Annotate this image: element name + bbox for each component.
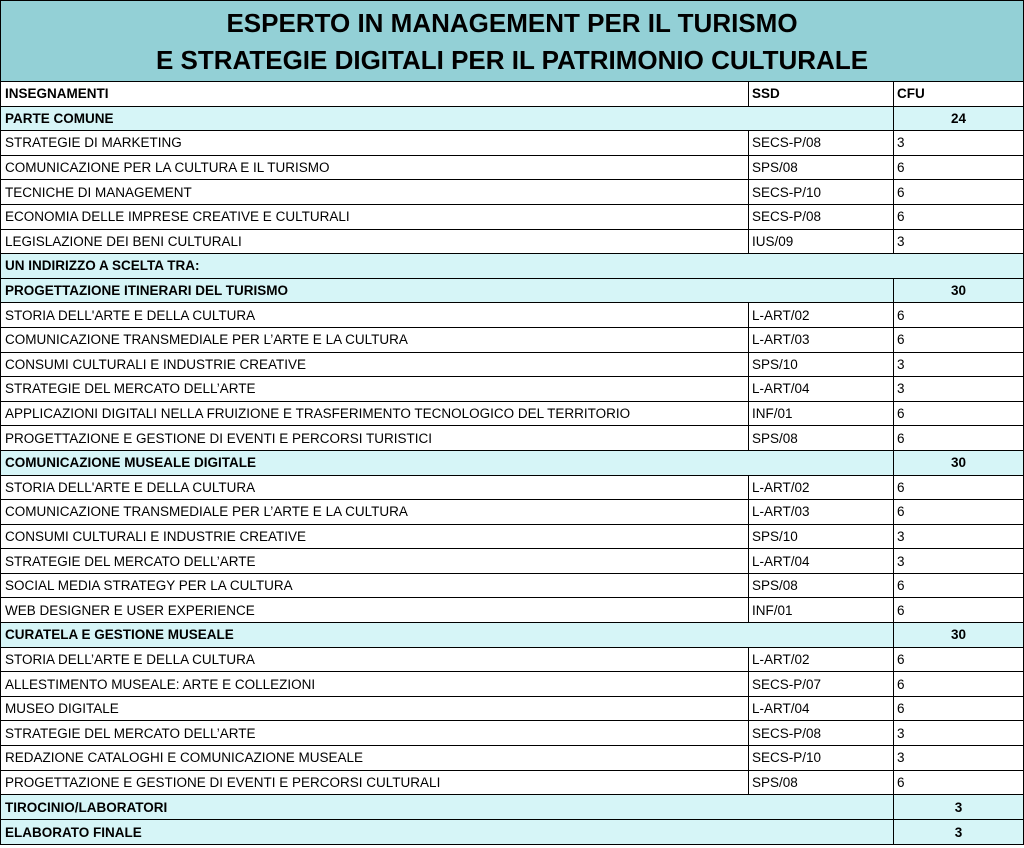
table-body [1, 107, 1023, 845]
course-name: ECONOMIA DELLE IMPRESE CREATIVE E CULTURALI [1, 205, 749, 229]
course-name: STRATEGIE DI MARKETING [1, 131, 749, 155]
course-name: ALLESTIMENTO MUSEALE: ARTE E COLLEZIONI [1, 672, 749, 696]
course-cfu: 6 [897, 430, 905, 446]
section-label: ELABORATO FINALE [1, 820, 894, 845]
section-cfu: 30 [950, 627, 967, 643]
table-row [1, 180, 1023, 205]
section-cfu: 3 [954, 824, 963, 840]
table-row [1, 205, 1023, 230]
course-cfu: 6 [897, 406, 905, 422]
course-cfu: 3 [897, 750, 905, 766]
course-name: STRATEGIE DEL MERCATO DELL’ARTE [1, 549, 749, 573]
course-ssd: SECS-P/07 [749, 672, 894, 696]
course-name: COMUNICAZIONE TRANSMEDIALE PER L’ARTE E LA CULTURA [1, 328, 749, 352]
header-cfu: CFU [897, 86, 925, 102]
course-cfu: 3 [897, 528, 905, 544]
course-ssd: L-ART/04 [749, 377, 894, 401]
course-name: COMUNICAZIONE PER LA CULTURA E IL TURISMO [1, 156, 749, 180]
course-name: STRATEGIE DEL MERCATO DELL’ARTE [1, 721, 749, 745]
table-row [1, 721, 1023, 746]
course-cfu: 6 [897, 701, 905, 717]
course-name: PROGETTAZIONE E GESTIONE DI EVENTI E PERCORSI CULTURALI [1, 771, 749, 795]
table-row [1, 500, 1023, 525]
section-cfu: 3 [954, 799, 963, 815]
course-ssd: INF/01 [749, 402, 894, 426]
course-ssd: L-ART/03 [749, 328, 894, 352]
course-name: CONSUMI CULTURALI E INDUSTRIE CREATIVE [1, 353, 749, 377]
section-row [1, 279, 1023, 304]
course-name: TECNICHE DI MANAGEMENT [1, 180, 749, 204]
course-name: LEGISLAZIONE DEI BENI CULTURALI [1, 230, 749, 254]
course-name: PROGETTAZIONE E GESTIONE DI EVENTI E PERCORSI TURISTICI [1, 426, 749, 450]
course-cfu: 6 [897, 774, 905, 790]
course-ssd: L-ART/03 [749, 500, 894, 524]
table-row [1, 672, 1023, 697]
section-label: PARTE COMUNE [1, 107, 894, 131]
table-row [1, 574, 1023, 599]
section-label: CURATELA E GESTIONE MUSEALE [1, 623, 894, 647]
section-cfu: 30 [950, 283, 967, 299]
header-row [1, 82, 1023, 107]
table-row [1, 525, 1023, 550]
course-cfu: 6 [897, 651, 905, 667]
course-ssd: L-ART/02 [749, 648, 894, 672]
course-ssd: SECS-P/08 [749, 721, 894, 745]
course-cfu: 6 [897, 676, 905, 692]
course-cfu: 6 [897, 307, 905, 323]
table-row [1, 377, 1023, 402]
section-row [1, 795, 1023, 820]
course-cfu: 3 [897, 381, 905, 397]
course-name: CONSUMI CULTURALI E INDUSTRIE CREATIVE [1, 525, 749, 549]
section-row [1, 820, 1023, 845]
header-insegnamenti: INSEGNAMENTI [1, 82, 749, 106]
course-ssd: SPS/08 [749, 156, 894, 180]
course-ssd: L-ART/02 [749, 476, 894, 500]
course-cfu: 6 [897, 160, 905, 176]
course-ssd: L-ART/04 [749, 549, 894, 573]
course-ssd: SPS/10 [749, 353, 894, 377]
section-label: COMUNICAZIONE MUSEALE DIGITALE [1, 451, 894, 475]
section-row [1, 623, 1023, 648]
table-row [1, 131, 1023, 156]
section-label: TIROCINIO/LABORATORI [1, 795, 894, 819]
course-ssd: SECS-P/08 [749, 205, 894, 229]
table-row [1, 697, 1023, 722]
course-name: COMUNICAZIONE TRANSMEDIALE PER L’ARTE E LA CULTURA [1, 500, 749, 524]
course-name: REDAZIONE CATALOGHI E COMUNICAZIONE MUSEALE [1, 746, 749, 770]
course-name: SOCIAL MEDIA STRATEGY PER LA CULTURA [1, 574, 749, 598]
table-row [1, 648, 1023, 673]
course-cfu: 6 [897, 504, 905, 520]
section-row [1, 451, 1023, 476]
course-ssd: SPS/08 [749, 574, 894, 598]
title-line-1: ESPERTO IN MANAGEMENT PER IL TURISMO [226, 8, 798, 38]
course-name: STORIA DELL’ARTE E DELLA CULTURA [1, 648, 749, 672]
table-row [1, 353, 1023, 378]
course-cfu: 3 [897, 233, 905, 249]
course-ssd: L-ART/04 [749, 697, 894, 721]
table-title [1, 1, 1023, 82]
table-row [1, 746, 1023, 771]
course-ssd: SECS-P/10 [749, 746, 894, 770]
course-cfu: 6 [897, 602, 905, 618]
course-cfu: 3 [897, 356, 905, 372]
course-ssd: SECS-P/10 [749, 180, 894, 204]
course-ssd: IUS/09 [749, 230, 894, 254]
course-name: MUSEO DIGITALE [1, 697, 749, 721]
table-row [1, 476, 1023, 501]
title-line-2: E STRATEGIE DIGITALI PER IL PATRIMONIO CULTURALE [155, 45, 869, 75]
choice-row [1, 254, 1023, 279]
course-ssd: SPS/10 [749, 525, 894, 549]
header-ssd: SSD [749, 82, 894, 106]
table-row [1, 230, 1023, 255]
course-ssd: INF/01 [749, 598, 894, 622]
choice-label: UN INDIRIZZO A SCELTA TRA: [5, 258, 200, 274]
course-ssd: SPS/08 [749, 771, 894, 795]
course-ssd: SECS-P/08 [749, 131, 894, 155]
course-cfu: 3 [897, 135, 905, 151]
section-row [1, 107, 1023, 132]
section-label: PROGETTAZIONE ITINERARI DEL TURISMO [1, 279, 894, 303]
table-row [1, 598, 1023, 623]
table-row [1, 771, 1023, 796]
table-row [1, 328, 1023, 353]
course-cfu: 3 [897, 725, 905, 741]
course-cfu: 3 [897, 553, 905, 569]
table-row [1, 156, 1023, 181]
course-name: STORIA DELL'ARTE E DELLA CULTURA [1, 476, 749, 500]
table-row [1, 549, 1023, 574]
course-cfu: 6 [897, 332, 905, 348]
section-cfu: 30 [950, 455, 967, 471]
course-cfu: 6 [897, 578, 905, 594]
course-cfu: 6 [897, 209, 905, 225]
section-cfu: 24 [950, 110, 967, 126]
table-row [1, 402, 1023, 427]
course-name: STORIA DELL'ARTE E DELLA CULTURA [1, 303, 749, 327]
table-row [1, 426, 1023, 451]
course-cfu: 6 [897, 479, 905, 495]
course-name: APPLICAZIONI DIGITALI NELLA FRUIZIONE E TRASFERIMENTO TECNOLOGICO DEL TERRITORIO [1, 402, 749, 426]
course-name: STRATEGIE DEL MERCATO DELL’ARTE [1, 377, 749, 401]
course-name: WEB DESIGNER E USER EXPERIENCE [1, 598, 749, 622]
course-ssd: L-ART/02 [749, 303, 894, 327]
table-row [1, 303, 1023, 328]
course-cfu: 6 [897, 184, 905, 200]
course-ssd: SPS/08 [749, 426, 894, 450]
